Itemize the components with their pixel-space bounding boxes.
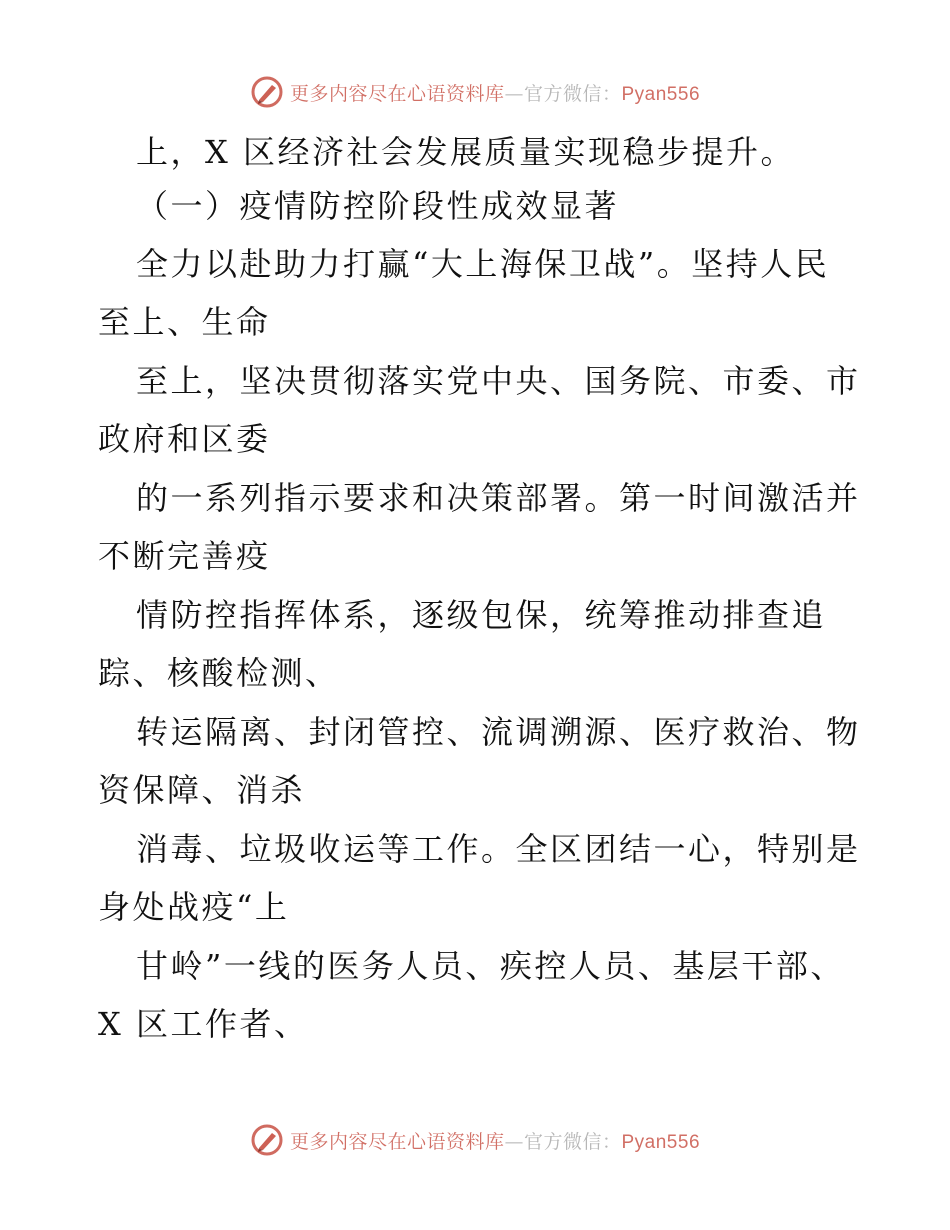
watermark-text: 更多内容尽在心语资料库—官方微信：Pyan556: [289, 1130, 701, 1153]
text-line: 至上，坚决贯彻落实党中央、国务院、市委、市: [136, 362, 861, 400]
text-line: 踪、核酸检测、: [98, 654, 340, 692]
footer-watermark: [0, 1120, 950, 1160]
text-line: 的一系列指示要求和决策部署。第一时间激活并: [136, 479, 861, 517]
text-line: 情防控指挥体系，逐级包保，统筹推动排查追: [136, 596, 827, 634]
text-line: 不断完善疫: [98, 537, 271, 575]
pen-logo-icon: [250, 1123, 284, 1157]
text-line: 至上、生命: [98, 303, 271, 341]
text-line: 消毒、垃圾收运等工作。全区团结一心，特别是: [136, 830, 861, 868]
watermark-text: 更多内容尽在心语资料库—官方微信：Pyan556: [289, 82, 701, 105]
text-line: 全力以赴助力打赢“大上海保卫战”。坚持人民: [136, 245, 830, 283]
text-line: 资保障、消杀: [98, 771, 306, 809]
header-watermark: [0, 72, 950, 112]
pen-logo-icon: [250, 75, 284, 109]
text-line: 身处战疫“上: [98, 888, 290, 926]
text-line: 政府和区委: [98, 420, 271, 458]
section-heading: （一）疫情防控阶段性成效显著: [136, 187, 620, 225]
text-line: 转运隔离、封闭管控、流调溯源、医疗救治、物: [136, 713, 861, 751]
text-line: 甘岭”一线的医务人员、疾控人员、基层干部、: [136, 947, 845, 985]
text-line: 上，X 区经济社会发展质量实现稳步提升。: [136, 133, 795, 171]
text-line: X 区工作者、: [98, 1005, 309, 1043]
